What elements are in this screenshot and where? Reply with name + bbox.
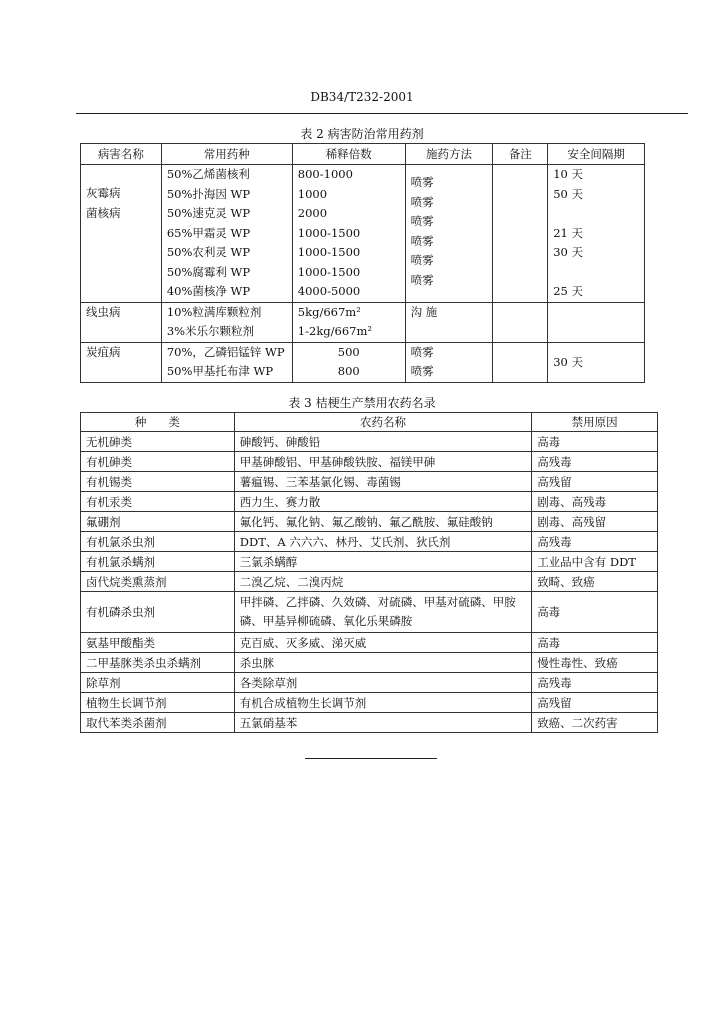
method-cell: 沟 施 (405, 302, 493, 342)
disease-name: 灰霉病 (86, 186, 121, 200)
pesticide: 50%扑海因 WP (166, 186, 251, 201)
table3-header-cell: 农药名称 (234, 413, 531, 432)
pesticide: 50%速克灵 WP (166, 206, 251, 220)
table3-caption: 表 3 桔梗生产禁用农药名录 (288, 396, 436, 410)
category-cell: 除草剂 (81, 673, 235, 693)
reason-cell: 高残毒 (532, 532, 658, 552)
interval: 30 天 (553, 245, 584, 259)
method: 喷雾 (410, 272, 434, 287)
reason-cell: 高残毒 (532, 452, 658, 472)
category-cell: 有机磷杀虫剂 (81, 592, 235, 633)
method-cell (405, 165, 493, 303)
note-cell (493, 342, 548, 382)
dilution-cell (292, 302, 405, 342)
pesticide-names-cell: 三氯杀螨醇 (234, 552, 531, 572)
category-cell: 植物生长调节剂 (81, 693, 235, 713)
pesticide-cell (161, 342, 292, 382)
pesticide-cell (161, 165, 292, 303)
category-cell: 无机砷类 (81, 432, 235, 452)
table3-row (81, 552, 658, 572)
table3-row (81, 592, 658, 633)
category-cell: 有机汞类 (81, 492, 235, 512)
interval-cell (548, 165, 645, 303)
pesticide: 3%米乐尔颗粒剂 (166, 324, 255, 338)
document-code: DB34/T232-2001 (310, 90, 414, 104)
dilution: 1000-1500 (297, 225, 361, 240)
reason-cell: 高毒 (532, 432, 658, 452)
pesticide-names-cell: 西力生、赛力散 (234, 492, 531, 512)
dilution: 1000-1500 (297, 245, 361, 259)
dilution: 2000 (297, 206, 328, 220)
table3-row (81, 693, 658, 713)
dilution: 1000 (297, 186, 328, 201)
method: 喷雾 (410, 175, 434, 189)
table3-header-row (81, 413, 658, 432)
method: 喷雾 (410, 344, 434, 359)
end-rule (305, 758, 437, 759)
table2-header-cell: 安全间隔期 (548, 144, 645, 165)
dilution: 1-2kg/667m² (297, 324, 372, 338)
category-cell: 氨基甲酸酯类 (81, 633, 235, 653)
method: 喷雾 (410, 253, 434, 267)
category-cell: 有机氯杀虫剂 (81, 532, 235, 552)
note-cell (493, 302, 548, 342)
table3-header-cell: 禁用原因 (532, 413, 658, 432)
category-cell: 取代苯类杀菌剂 (81, 713, 235, 733)
pesticide-names-cell: 甲基砷酸铝、甲基砷酸铁胺、福镁甲砷 (234, 452, 531, 472)
reason-cell: 慢性毒性、致癌 (532, 653, 658, 673)
dilution: 800 (337, 364, 360, 378)
table2-row (81, 165, 645, 303)
dilution: 1000-1500 (297, 264, 361, 279)
table2-header-cell: 病害名称 (81, 144, 162, 165)
table3-row (81, 532, 658, 552)
disease-name: 菌核病 (86, 205, 121, 220)
table3-row (81, 512, 658, 532)
method: 喷雾 (410, 214, 434, 228)
table2-header-row (81, 144, 645, 165)
table2-header-cell: 施药方法 (405, 144, 493, 165)
pesticide-names-cell: DDT、A 六六六、林丹、艾氏剂、狄氏剂 (234, 532, 531, 552)
table3-row (81, 432, 658, 452)
reason-cell: 剧毒、高残毒 (532, 492, 658, 512)
category-cell: 卤代烷类熏蒸剂 (81, 572, 235, 592)
table3-row (81, 713, 658, 733)
method: 喷雾 (410, 364, 434, 378)
header-rule (76, 113, 688, 114)
reason-cell: 高残留 (532, 472, 658, 492)
note-cell (493, 165, 548, 303)
disease-cell: 线虫病 (81, 302, 162, 342)
table3-row (81, 572, 658, 592)
category-cell: 有机氯杀螨剂 (81, 552, 235, 572)
pesticide-names-cell: 五氯硝基苯 (234, 713, 531, 733)
reason-cell: 高残留 (532, 693, 658, 713)
category-cell: 二甲基脒类杀虫杀螨剂 (81, 653, 235, 673)
reason-cell: 致癌、二次药害 (532, 713, 658, 733)
category-cell: 有机锡类 (81, 472, 235, 492)
dilution: 5kg/667m² (297, 304, 361, 319)
interval: 10 天 (553, 167, 584, 181)
pesticide-cell (161, 302, 292, 342)
table2-header-cell: 常用药种 (161, 144, 292, 165)
pesticide-names-cell: 氟化钙、氟化钠、氟乙酸钠、氟乙酰胺、氟硅酸钠 (234, 512, 531, 532)
table3-header-cell: 种 类 (81, 413, 235, 432)
table2-header-cell: 稀释倍数 (292, 144, 405, 165)
interval-cell: 30 天 (548, 342, 645, 382)
table3-row (81, 673, 658, 693)
dilution: 4000-5000 (297, 284, 361, 298)
category-cell: 有机砷类 (81, 452, 235, 472)
pesticide-names-cell: 砷酸钙、砷酸铅 (234, 432, 531, 452)
table2-row (81, 342, 645, 382)
disease-cell: 炭疽病 (81, 342, 162, 382)
pesticide-names-cell: 克百威、灭多威、涕灭威 (234, 633, 531, 653)
table3-row (81, 633, 658, 653)
dilution: 500 (337, 344, 360, 359)
pesticide-names-cell: 杀虫脒 (234, 653, 531, 673)
pesticide: 40%菌核净 WP (166, 284, 251, 298)
reason-cell: 高残毒 (532, 673, 658, 693)
pesticide-names-cell: 有机合成植物生长调节剂 (234, 693, 531, 713)
dilution-cell (292, 342, 405, 382)
pesticide: 70%，乙磷铝锰锌 WP (166, 344, 285, 359)
pesticide: 50%腐霉利 WP (166, 264, 251, 279)
interval: 50 天 (553, 186, 584, 201)
method: 喷雾 (410, 194, 434, 209)
pesticide-names-cell: 薯瘟锡、三苯基氯化锡、毒菌锡 (234, 472, 531, 492)
table3-row (81, 653, 658, 673)
pesticide-names-cell: 甲拌磷、乙拌磷、久效磷、对硫磷、甲基对硫磷、甲胺磷、甲基异柳硫磷、氧化乐果磷胺 (234, 592, 531, 633)
table3-banned-pesticides (80, 412, 658, 733)
pesticide: 65%甲霜灵 WP (166, 225, 251, 240)
pesticide: 50%甲基托布津 WP (166, 364, 274, 378)
pesticide: 50%乙烯菌核利 (166, 167, 250, 181)
method-cell (405, 342, 493, 382)
table3-row (81, 472, 658, 492)
reason-cell: 工业品中含有 DDT (532, 552, 658, 572)
table3-row (81, 492, 658, 512)
reason-cell: 致畸、致癌 (532, 572, 658, 592)
table2-caption: 表 2 病害防治常用药剂 (300, 127, 424, 141)
disease-cell (81, 165, 162, 303)
table3-row (81, 452, 658, 472)
reason-cell: 高毒 (532, 633, 658, 653)
pesticide: 10%粒满库颗粒剂 (166, 304, 262, 319)
pesticide: 50%农利灵 WP (166, 245, 251, 259)
pesticide-names-cell: 二溴乙烷、二溴丙烷 (234, 572, 531, 592)
reason-cell: 剧毒、高残留 (532, 512, 658, 532)
interval: 21 天 (553, 225, 584, 240)
dilution: 800-1000 (297, 167, 353, 181)
table2-pesticides (80, 143, 645, 383)
reason-cell: 高毒 (532, 592, 658, 633)
interval: 25 天 (553, 284, 584, 298)
table2-header-cell: 备注 (493, 144, 548, 165)
table2-row (81, 302, 645, 342)
pesticide-names-cell: 各类除草剂 (234, 673, 531, 693)
interval-cell (548, 302, 645, 342)
category-cell: 氟硼剂 (81, 512, 235, 532)
dilution-cell (292, 165, 405, 303)
method: 喷雾 (410, 233, 434, 248)
